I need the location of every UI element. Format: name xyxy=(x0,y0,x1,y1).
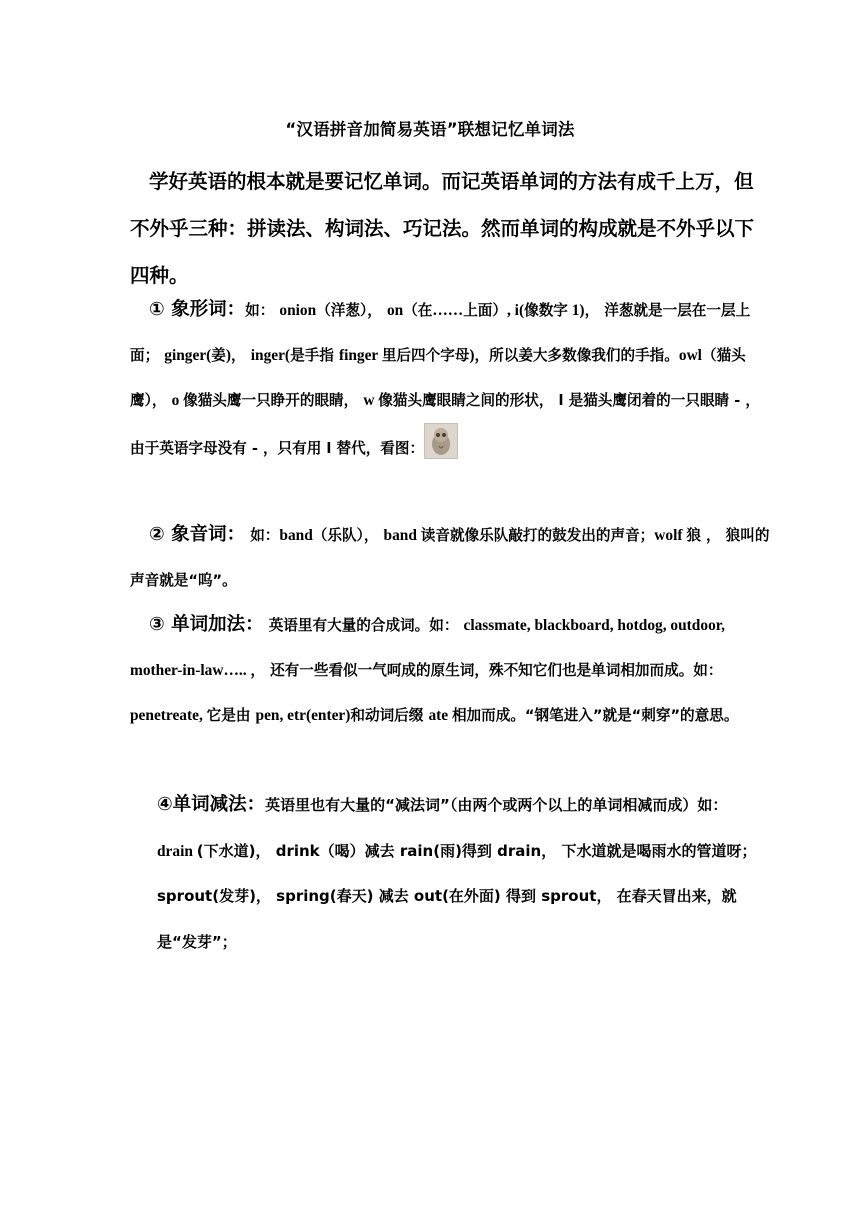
english-run: 1) xyxy=(567,302,585,319)
text-run: ，所以姜大多数像我们的手指。 xyxy=(474,347,679,364)
text-run: 如： xyxy=(245,302,280,319)
text-run: 狼 ， 狼叫的声音就是“呜”。 xyxy=(130,527,770,589)
english-run: on xyxy=(386,302,404,319)
text-run: （在 xyxy=(403,302,433,319)
english-run: band xyxy=(279,527,313,544)
section-heading: ③ 单词加法： xyxy=(149,614,264,635)
english-run: ate xyxy=(428,707,452,724)
section-pictographic-words xyxy=(130,287,770,471)
text-run: 上面） xyxy=(463,302,507,319)
english-run: , i( xyxy=(506,302,525,319)
section-word-addition xyxy=(130,602,770,738)
text-run: ， 还有一些看似一气呵成的原生词，殊不知它们也是单词相加而成。如： xyxy=(250,662,723,679)
english-run: onion xyxy=(279,302,317,319)
english-run: ginger( xyxy=(164,347,212,364)
text-run: 里后四个字母 xyxy=(381,347,470,364)
text-run: (下水道)， drink（喝）减去 rain(雨)得到 drain， 下水道就是喝雨水的管道呀；sprout(发芽)， spring(春天) 减去 out(在外面) 得到 sprout， 在春天冒出来，就是“发芽”； xyxy=(157,841,757,951)
text-run: 读音就像乐队敲打的鼓发出的声音； xyxy=(420,527,655,544)
section-heading: ④单词减法： xyxy=(157,794,266,815)
section-heading: ① 象形词： xyxy=(149,299,246,320)
english-run: inger( xyxy=(250,347,291,364)
section-onomatopoeic-words xyxy=(130,512,770,603)
text-run: ， xyxy=(231,347,251,364)
text-run: 和动词后缀 xyxy=(350,707,429,724)
text-run: 像数字 xyxy=(524,302,568,319)
text-run: 如： xyxy=(245,527,280,544)
owl-photo-icon xyxy=(424,423,458,459)
text-run: （猫头鹰）， xyxy=(130,347,746,409)
text-run: 英语里也有大量的“减法词”（由两个或两个以上的单词相减而成）如： xyxy=(265,796,728,814)
text-run: l 是猫头鹰闭着的一只眼睛 - ， 由于英语字母没有 - ，只有用 l 替代，看图： xyxy=(130,392,760,457)
text-run: 姜 xyxy=(211,347,226,364)
text-run: （洋葱）， xyxy=(316,302,387,319)
text-run: 相加而成。“钢笔进入”就是“刺穿”的意思。 xyxy=(451,707,739,724)
english-run: penetreate, xyxy=(130,707,207,724)
text-run: 像猫头鹰眼睛之间的形状， xyxy=(378,392,554,409)
english-run: band xyxy=(383,527,421,544)
text-run: 它是由 xyxy=(206,707,256,724)
english-run: w xyxy=(363,392,379,409)
english-run: ) xyxy=(225,347,232,364)
text-run: 是手指 xyxy=(290,347,339,364)
english-run: o xyxy=(171,392,184,409)
english-run: owl xyxy=(678,347,702,364)
english-run: …… xyxy=(432,302,464,319)
section-heading: ② 象音词： xyxy=(149,524,246,545)
text-run: 英语里有大量的合成词。如： xyxy=(263,617,464,634)
english-run: drain xyxy=(157,842,197,860)
page-title: “汉语拼音加简易英语”联想记忆单词法 xyxy=(285,120,575,139)
text-run: ， 洋葱就是一层在一层上面； xyxy=(130,302,751,364)
english-run: ) xyxy=(469,347,475,364)
text-run: （乐队）， xyxy=(312,527,384,544)
english-run: wolf xyxy=(654,527,687,544)
section-word-subtraction xyxy=(157,782,759,965)
english-run: pen, etr(enter) xyxy=(255,707,351,724)
text-run: 像猫头鹰一只睁开的眼睛， xyxy=(183,392,364,409)
english-run: classmate, blackboard, hotdog, outdoor, mother-in-law….. xyxy=(130,617,726,679)
intro-paragraph: 学好英语的根本就是要记忆单词。而记英语单词的方法有成千上万，但不外乎三种：拼读法、构词法、巧记法。然而单词的构成就是不外乎以下四种。 xyxy=(130,170,755,287)
english-run: finger xyxy=(338,347,382,364)
